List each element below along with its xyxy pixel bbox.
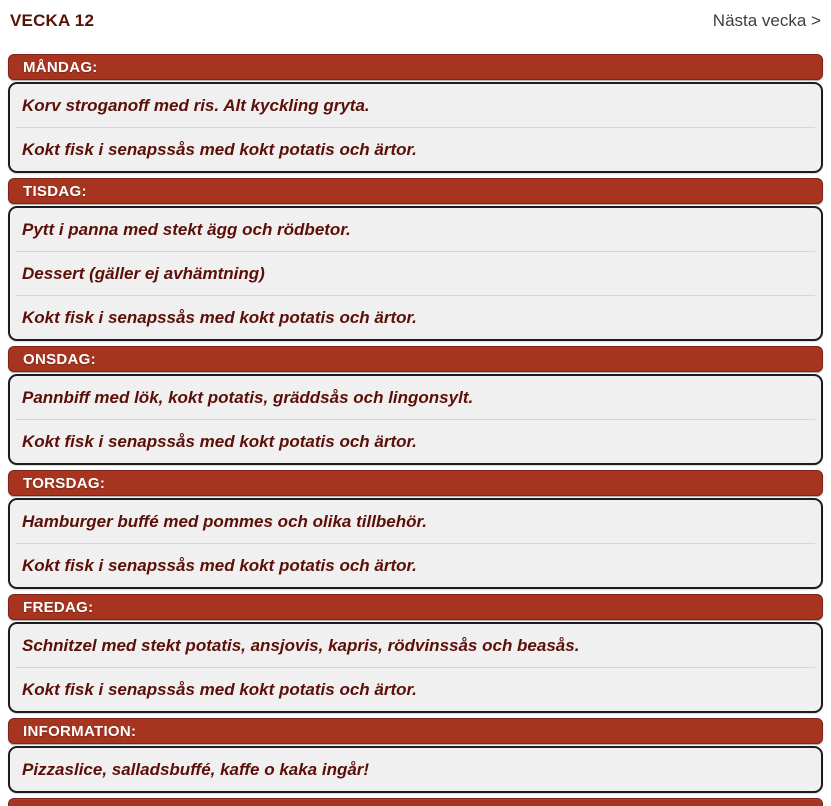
day-header-label: FREDAG: bbox=[23, 598, 94, 616]
menu-item: Kokt fisk i senapssås med kokt potatis och ärtor. bbox=[22, 140, 417, 159]
menu-box bbox=[8, 82, 823, 173]
day-section bbox=[8, 594, 823, 713]
day-section bbox=[8, 54, 823, 173]
day-header-bar bbox=[8, 718, 823, 744]
menu-box bbox=[8, 498, 823, 589]
day-section bbox=[8, 718, 823, 793]
topbar bbox=[8, 0, 823, 54]
menu-sections bbox=[8, 54, 823, 793]
page-title: VECKA 12 bbox=[10, 11, 95, 30]
next-week-link[interactable]: Nästa vecka > bbox=[712, 11, 821, 30]
menu-item: Kokt fisk i senapssås med kokt potatis och ärtor. bbox=[22, 432, 417, 451]
day-header-bar bbox=[8, 54, 823, 80]
menu-item: Kokt fisk i senapssås med kokt potatis och ärtor. bbox=[22, 556, 417, 575]
menu-item: Kokt fisk i senapssås med kokt potatis och ärtor. bbox=[22, 680, 417, 699]
day-section bbox=[8, 346, 823, 465]
day-header-label: TISDAG: bbox=[23, 182, 87, 200]
menu-item: Hamburger buffé med pommes och olika tillbehör. bbox=[22, 512, 427, 531]
menu-box bbox=[8, 374, 823, 465]
day-header-label: TORSDAG: bbox=[23, 474, 106, 492]
day-header-label: MÅNDAG: bbox=[23, 58, 98, 76]
day-header-bar bbox=[8, 470, 823, 496]
menu-box bbox=[8, 746, 823, 793]
menu-box bbox=[8, 206, 823, 341]
day-section bbox=[8, 178, 823, 341]
menu-item: Kokt fisk i senapssås med kokt potatis och ärtor. bbox=[22, 308, 417, 327]
menu-item: Pytt i panna med stekt ägg och rödbetor. bbox=[22, 220, 351, 239]
menu-item: Schnitzel med stekt potatis, ansjovis, kapris, rödvinssås och beasås. bbox=[22, 636, 580, 655]
menu-item: Pannbiff med lök, kokt potatis, gräddsås och lingonsylt. bbox=[22, 388, 474, 407]
day-header-label: ONSDAG: bbox=[23, 350, 96, 368]
next-section-header-partial bbox=[8, 798, 823, 806]
menu-item: Dessert (gäller ej avhämtning) bbox=[22, 264, 265, 283]
menu-box bbox=[8, 622, 823, 713]
menu-item: Pizzaslice, salladsbuffé, kaffe o kaka ingår! bbox=[22, 760, 370, 779]
day-header-bar bbox=[8, 346, 823, 372]
day-header-bar bbox=[8, 594, 823, 620]
day-section bbox=[8, 470, 823, 589]
day-header-bar bbox=[8, 178, 823, 204]
menu-item: Korv stroganoff med ris. Alt kyckling gryta. bbox=[22, 96, 370, 115]
day-header-label: INFORMATION: bbox=[23, 722, 137, 740]
